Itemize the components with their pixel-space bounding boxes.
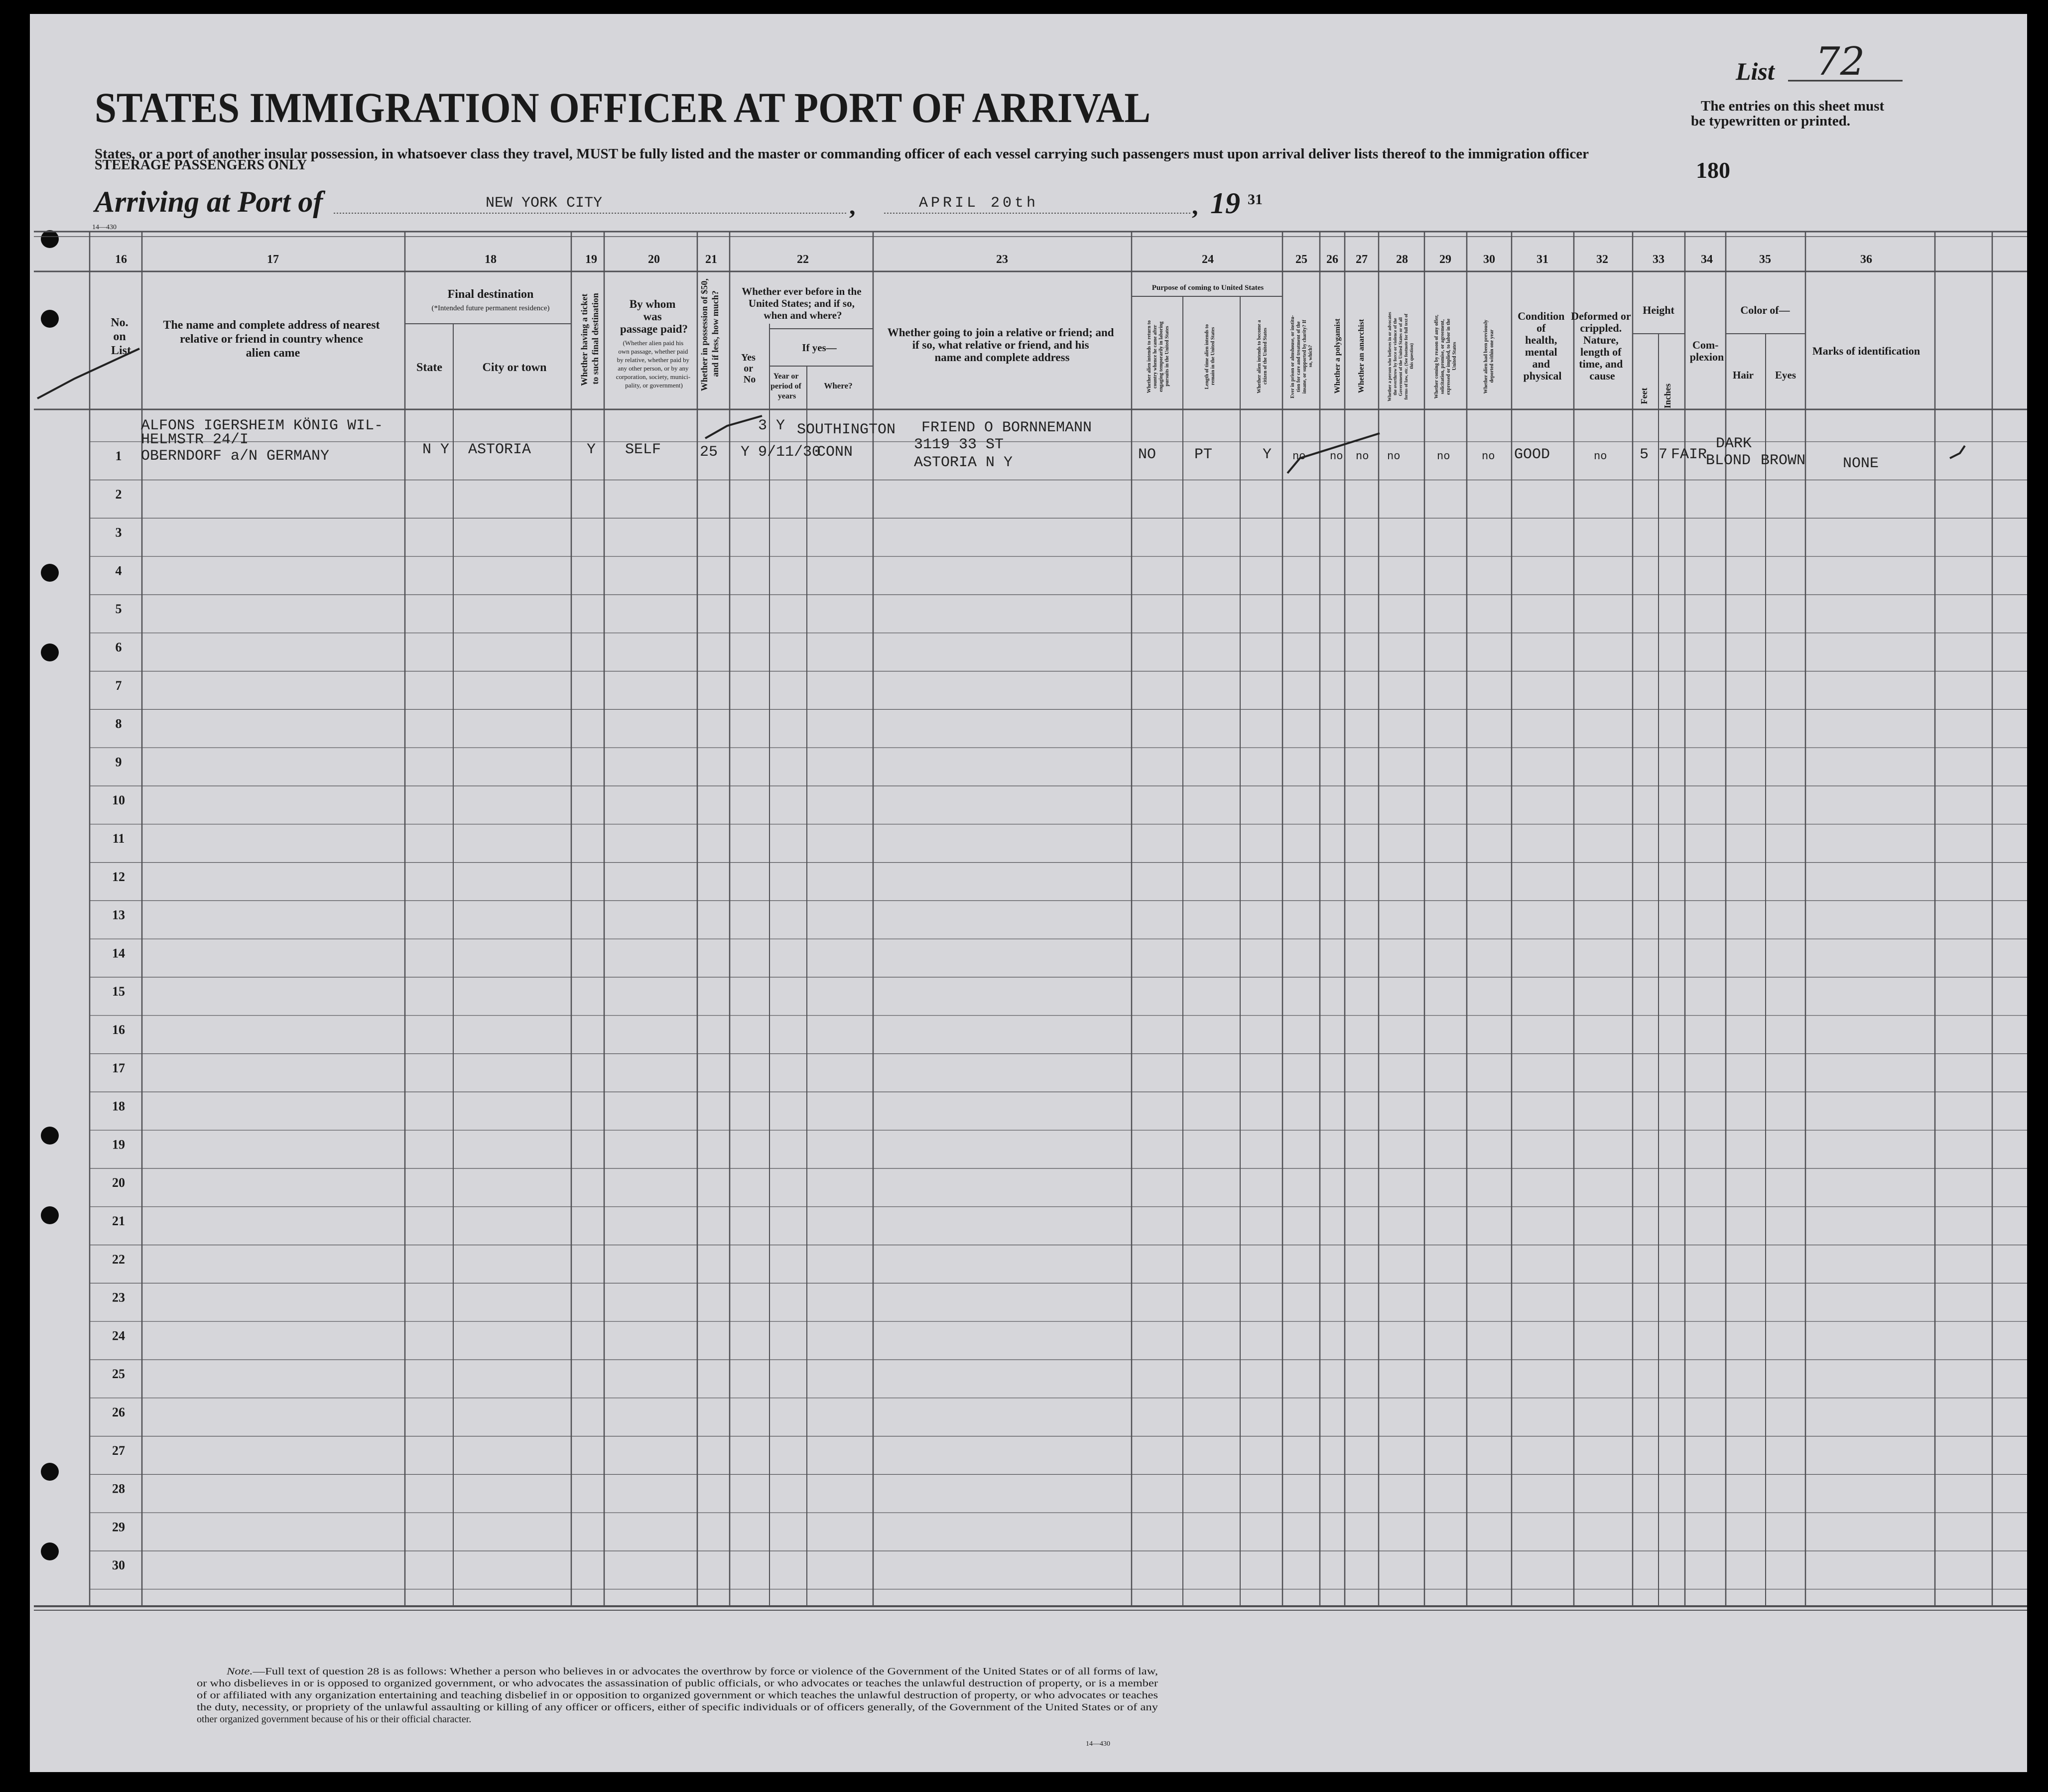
comma: ,	[849, 192, 856, 220]
heading-year-period: Year or period of years	[770, 372, 801, 400]
column-number: 25	[1295, 253, 1307, 266]
entry-money: 25	[700, 444, 718, 461]
form-code-top: 14—430	[92, 224, 117, 231]
row-number: 9	[115, 755, 122, 769]
heading-inches: Inches	[1663, 383, 1672, 409]
row-number: 28	[112, 1481, 125, 1496]
port-value: NEW YORK CITY	[486, 195, 603, 212]
row-number: 2	[115, 487, 122, 502]
comma: ,	[1192, 192, 1198, 220]
footnote-line-2: or who disbelieves in or is opposed to organized government, or who advocates the assassination of public officials, or who advocates or teaches the unlawful destruction of property, or is a member	[197, 1678, 1158, 1689]
column-number: 30	[1483, 253, 1495, 266]
footnote-line-3: of or affiliated with any organization entertaining and teaching disbelief in or opposition to organized government or which teaches the unlawful destruction of property, or who advocates or teaches	[197, 1690, 1158, 1701]
column-number: 28	[1396, 253, 1408, 266]
row-number: 13	[112, 907, 125, 922]
heading-if-yes: If yes—	[802, 342, 837, 354]
typewritten-note-2: be typewritten or printed.	[1691, 113, 1851, 129]
heading-city: City or town	[482, 361, 547, 374]
row-number: 12	[112, 869, 125, 884]
row-number: 15	[112, 984, 125, 999]
heading-passage: By whom was passage paid?	[620, 298, 688, 335]
year-prefix: 19	[1210, 187, 1240, 220]
heading-prison: Ever in prison or almshouse, or institu- tion for care and treatment of the insane, or supported by charity? If so, which?	[1290, 315, 1313, 398]
class-line: STEERAGE PASSENGERS ONLY	[95, 157, 307, 173]
column-number: 26	[1326, 253, 1338, 266]
entry-health: GOOD	[1514, 446, 1550, 463]
footnote-line-4: the duty, necessity, or propriety of the unlawful assaulting or killing of any officer or officers, either of specific individuals or of officers generally, of the Government of the United States or of any	[197, 1702, 1158, 1713]
heading-passage-note: (Whether alien paid his own passage, whether paid by relative, whether paid by any other person, or by any corporation, society, munici- pality, or government)	[616, 339, 691, 389]
entry-before-where-1: SOUTHINGTON	[797, 421, 896, 438]
row-number: 27	[112, 1443, 125, 1458]
punch-hole	[41, 1206, 59, 1224]
entry-relative-line-1: ALFONS IGERSHEIM KÖNIG WIL-	[141, 417, 384, 434]
entry-ticket: Y	[587, 441, 596, 458]
heading-purpose-citizen: Whether alien intends to become a citizen of the United States	[1257, 320, 1268, 393]
column-number: 23	[996, 253, 1008, 266]
heading-deported: Whether alien had been previously deported within one year	[1483, 319, 1495, 394]
entry-polygamist: no	[1330, 450, 1343, 463]
entry-prison: no	[1292, 450, 1306, 463]
entry-inches: 7	[1659, 446, 1668, 463]
stamp-number: 180	[1696, 157, 1730, 183]
entry-joining-line-3: ASTORIA N Y	[914, 454, 1013, 471]
form-title: STATES IMMIGRATION OFFICER AT PORT OF ARRIVAL	[95, 84, 1151, 131]
heading-money: Whether in possession of $50, and if less, how much?	[699, 278, 720, 391]
row-number: 6	[115, 640, 122, 654]
punch-hole	[41, 1542, 59, 1560]
column-number: 18	[485, 253, 497, 266]
heading-health: Condition of health, mental and physical	[1518, 310, 1565, 382]
entry-hair-line-2: BLOND	[1706, 452, 1751, 469]
column-number: 19	[585, 253, 597, 266]
heading-no-on-list: No. on List	[111, 316, 131, 357]
punch-hole	[41, 1127, 59, 1145]
row-number: 17	[112, 1060, 125, 1075]
row-number: 14	[112, 946, 125, 961]
row-number: 29	[112, 1520, 125, 1535]
column-number: 22	[797, 253, 809, 266]
column-number: 34	[1701, 253, 1713, 266]
heading-joining: Whether going to join a relative or friend; and if so, what relative or friend, and his name and complete address	[887, 326, 1114, 364]
punch-hole	[41, 564, 59, 582]
heading-color-of: Color of—	[1740, 304, 1790, 316]
typewritten-note-1: The entries on this sheet must	[1701, 98, 1885, 114]
entry-anarchist: no	[1356, 450, 1369, 463]
entry-overthrow: no	[1387, 450, 1401, 463]
row-number: 19	[112, 1137, 125, 1152]
row-number: 20	[112, 1175, 125, 1190]
entry-marks: NONE	[1843, 455, 1879, 472]
entry-purpose-return: NO	[1138, 446, 1156, 463]
entry-purpose-citizen: Y	[1263, 446, 1272, 463]
heading-marks: Marks of identification	[1812, 345, 1920, 357]
column-number: 20	[648, 253, 660, 266]
footnote-line-1: Note. —Full text of question 28 is as follows: Whether a person who believes in or advocates the overthrow by force or violence of the Government of the United States or of all forms of law,	[227, 1666, 990, 1677]
entry-before-year: 9/11/30	[758, 444, 821, 461]
row-number: 4	[115, 563, 122, 578]
row-number: 23	[112, 1290, 125, 1305]
entry-feet: 5	[1640, 446, 1649, 463]
entry-joining-line-2: 3119 33 ST	[914, 436, 1004, 453]
entry-passage: SELF	[625, 441, 661, 458]
list-label: List	[1736, 57, 1775, 85]
row-number: 25	[112, 1367, 125, 1382]
heading-before: Whether ever before in the United States; and if so, when and where?	[742, 285, 862, 321]
entry-deported: no	[1482, 450, 1495, 463]
row-number: 16	[112, 1023, 125, 1037]
row-number: 22	[112, 1252, 125, 1267]
heading-where: Where?	[824, 381, 853, 390]
footnote-code: 14—430	[1086, 1740, 1110, 1748]
row-number: 1	[115, 449, 122, 463]
column-number: 36	[1860, 253, 1872, 266]
heading-purpose-length: Length of time alien intends to remain in the United States	[1204, 324, 1216, 389]
entry-before-where-2: CONN	[817, 444, 853, 461]
entry-relative-line-2: HELMSTR 24/I	[141, 431, 249, 448]
entry-state: N Y	[422, 441, 450, 458]
row-number: 30	[112, 1558, 125, 1573]
entry-before-period: 3 Y	[758, 417, 785, 434]
heading-eyes: Eyes	[1775, 369, 1796, 381]
row-number: 5	[115, 602, 122, 617]
column-number: 24	[1202, 253, 1214, 266]
entry-joining-line-1: FRIEND O BORNNEMANN	[921, 419, 1092, 436]
heading-ticket: Whether having a ticket to such final destination	[579, 293, 600, 386]
entry-purpose-length: PT	[1194, 446, 1213, 463]
heading-state: State	[416, 361, 442, 374]
footnote-line-5: other organized government because of his or their official character.	[197, 1714, 472, 1725]
row-number: 21	[112, 1214, 125, 1228]
row-number: 24	[112, 1328, 125, 1343]
entry-relative-line-3: OBERNDORF a/N GERMANY	[141, 448, 330, 465]
column-number: 17	[267, 253, 279, 266]
heading-polygamist: Whether a polygamist	[1333, 318, 1342, 394]
entry-city: ASTORIA	[468, 441, 531, 458]
entry-labor-offer: no	[1437, 450, 1450, 463]
heading-labor-offer: Whether coming by reason of any offer, solicitation, promise, or agreement, expressed or implied, to labor in the United States	[1434, 315, 1457, 399]
heading-relative: The name and complete address of nearest relative or friend in country whence alien came	[163, 319, 380, 360]
heading-height: Height	[1643, 304, 1674, 316]
entry-hair-line-1: DARK	[1716, 435, 1752, 452]
column-number: 32	[1596, 253, 1608, 266]
heading-anarchist: Whether an anarchist	[1357, 319, 1366, 393]
heading-hair: Hair	[1733, 369, 1754, 381]
row-number: 18	[112, 1099, 125, 1114]
form-subtitle: States, or a port of another insular possession, in whatsoever class they travel, MUST be fully listed and the master or commanding officer of each vessel carrying such passengers must upon arrival deliver lists thereof to the immigration officer	[95, 146, 1589, 162]
row-number: 3	[115, 525, 122, 540]
heading-deformed: Deformed or crippled. Nature, length of time, and cause	[1571, 310, 1631, 382]
column-number: 33	[1653, 253, 1664, 266]
heading-yes-no: Yes or No	[741, 352, 756, 385]
heading-purpose-return: Whether alien intends to return to country whence he came after engaging temporarily in laboring pursuits in the United States	[1147, 320, 1170, 393]
punch-hole	[41, 643, 59, 661]
row-number: 7	[115, 678, 122, 693]
entry-deformed: no	[1594, 450, 1607, 463]
row-number: 10	[112, 793, 125, 808]
punch-hole	[41, 1463, 59, 1481]
heading-feet: Feet	[1639, 387, 1649, 404]
arriving-label: Arriving at Port of	[95, 185, 323, 218]
row-number: 11	[112, 831, 125, 846]
row-number: 26	[112, 1405, 125, 1419]
column-number: 35	[1759, 253, 1771, 266]
column-number: 21	[705, 253, 717, 266]
punch-hole	[41, 310, 59, 328]
heading-final-destination: Final destination	[447, 288, 534, 301]
heading-overthrow: Whether a person who believes in or advocates the overthrow by force or violence of the Government of the United States or of all forms of law, etc. (See footnote for full text of this question)	[1387, 312, 1414, 401]
column-number: 16	[115, 253, 127, 266]
entry-complexion: FAIR	[1671, 446, 1707, 463]
list-number: 72	[1815, 39, 1865, 84]
heading-purpose: Purpose of coming to United States	[1152, 284, 1264, 292]
column-number: 31	[1536, 253, 1548, 266]
column-number: 29	[1439, 253, 1451, 266]
date-value: APRIL 20th	[919, 195, 1039, 212]
heading-complexion: Com- plexion	[1689, 339, 1724, 363]
punch-hole	[41, 230, 59, 248]
entry-eyes: BROWN	[1761, 452, 1806, 469]
year-suffix: 31	[1248, 191, 1263, 208]
row-number: 8	[115, 716, 122, 731]
column-number: 27	[1356, 253, 1368, 266]
paper	[30, 14, 2027, 1772]
entry-before-yes: Y	[741, 444, 750, 461]
heading-final-destination-note: (*Intended future permanent residence)	[431, 304, 550, 312]
